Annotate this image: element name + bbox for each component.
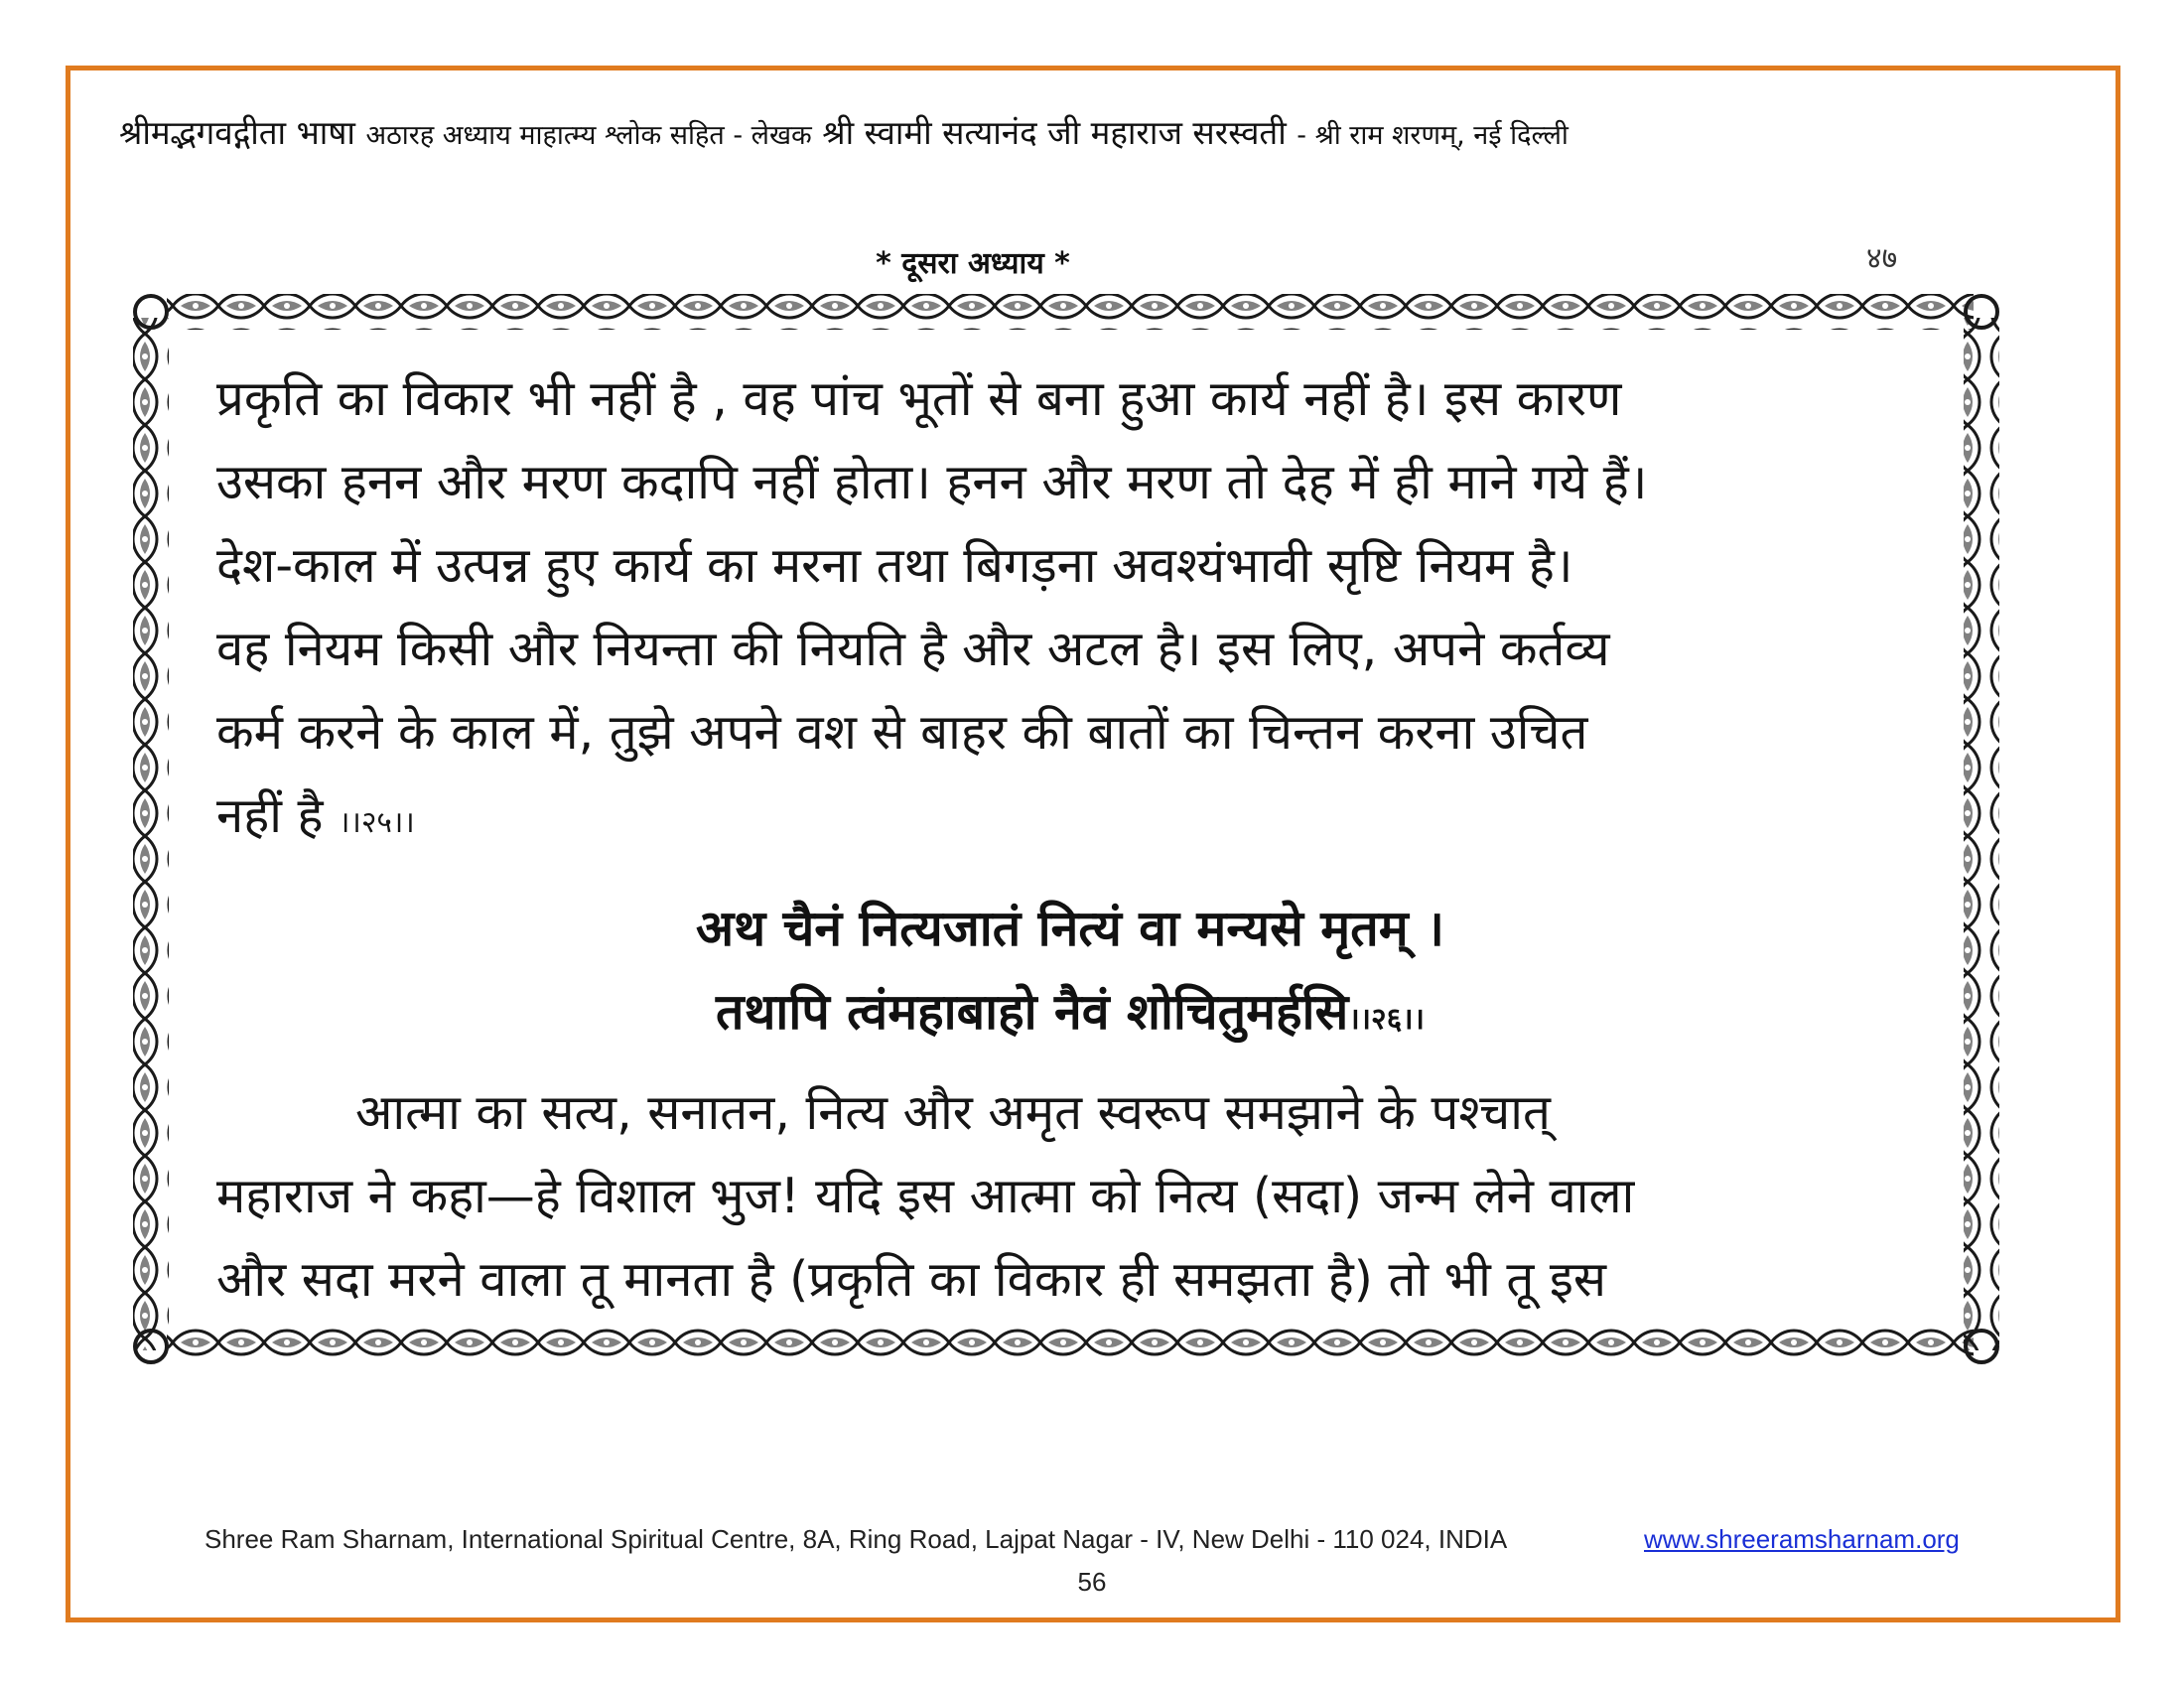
text-line: देश-काल में उत्पन्न हुए कार्य का मरना तथा बिगड़ना अवश्यंभावी सृष्टि नियम है।: [216, 537, 1573, 594]
footer-address: Shree Ram Sharnam, International Spiritual Centre, 8A, Ring Road, Lajpat Nagar - IV, New Delhi - 110 024, INDIA: [205, 1524, 1508, 1554]
header-subtitle: अठारह अध्याय माहात्म्य श्लोक सहित - लेखक: [365, 120, 812, 151]
verse-number: ।।२६।।: [1348, 1002, 1425, 1037]
text-line-end: नहीं है: [216, 787, 324, 844]
text-line: और सदा मरने वाला तू मानता है (प्रकृति का विकार ही समझता है) तो भी तू इस: [216, 1251, 1607, 1308]
text-line: आत्मा का सत्य, सनातन, नित्य और अमृत स्वरूप समझाने के पश्चात्: [355, 1084, 1551, 1141]
text-line: महाराज ने कहा—हे विशाल भुज! यदि इस आत्मा को नित्य (सदा) जन्म लेने वाला: [216, 1168, 1635, 1224]
scanned-page: [127, 288, 2013, 1380]
chapter-heading: * दूसरा अध्याय *: [876, 246, 1070, 281]
text-line: कर्म करने के काल में, तुझे अपने वश से बाहर की बातों का चिन्तन करना उचित: [216, 704, 1588, 761]
paragraph-verse-25: [216, 357, 1924, 865]
text-line: उसका हनन और मरण कदापि नहीं होता। हनन और मरण तो देह में ही माने गये हैं।: [216, 454, 1648, 510]
verse-number: ।।२५।।: [339, 805, 415, 840]
paragraph-commentary: [216, 1071, 1924, 1322]
text-line: वह नियम किसी और नियन्ता की नियति है और अटल है। इस लिए, अपने कर्तव्य: [216, 621, 1610, 677]
text-line: प्रकृति का विकार भी नहीं है , वह पांच भूतों से बना हुआ कार्य नहीं है। इस कारण: [216, 370, 1622, 427]
header-title: श्रीमद्भगवद्गीता भाषा: [119, 113, 355, 152]
verse-line-text: तथापि त्वंमहाबाहो नैवं शोचितुमर्हसि: [715, 983, 1349, 1041]
header-author: श्री स्वामी सत्यानंद जी महाराज सरस्वती: [822, 113, 1287, 152]
scan-text-body: [216, 357, 1924, 1322]
sanskrit-verse: [216, 887, 1924, 1061]
website-link[interactable]: www.shreeramsharnam.org: [1644, 1524, 1960, 1554]
document-header: [119, 109, 2065, 154]
verse-line: अथ चैनं नित्यजातं नित्यं वा मन्यसे मृतम् ।: [696, 900, 1444, 957]
verse-line: [216, 970, 1924, 1061]
scan-page-number: ४७: [1866, 241, 1898, 276]
footer-page-number: 56: [1077, 1567, 1107, 1597]
text-line: [216, 774, 1924, 865]
header-publisher: - श्री राम शरणम्, नई दिल्ली: [1297, 120, 1569, 151]
